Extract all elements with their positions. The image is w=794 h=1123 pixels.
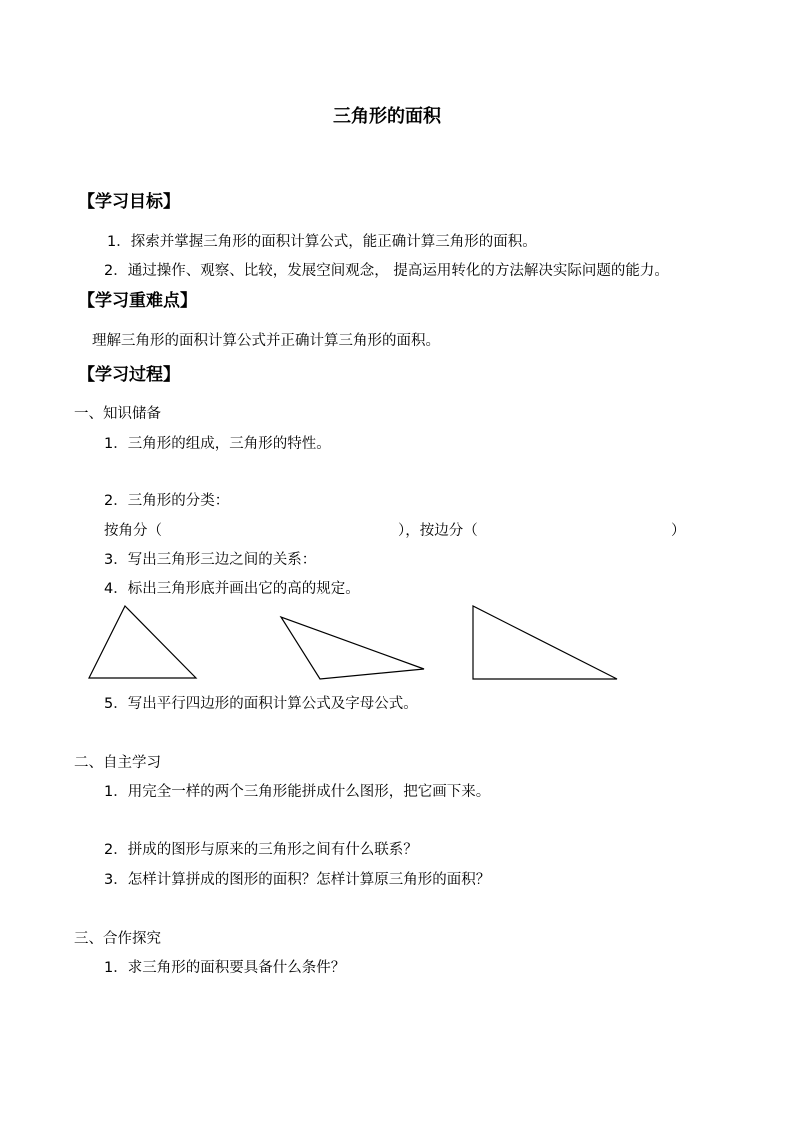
part1-item-4: 4．标出三角形底并画出它的高的规定。 xyxy=(104,581,360,597)
classify-by-angle-label: 按角分（ xyxy=(104,523,162,539)
part1-item-3: 3．写出三角形三边之间的关系： xyxy=(104,552,317,568)
obtuse-triangle xyxy=(281,617,424,679)
part3-heading: 三、合作探究 xyxy=(74,931,161,947)
part2-item-3: 3．怎样计算拼成的图形的面积？怎样计算原三角形的面积？ xyxy=(104,872,491,888)
part2-item-2: 2．拼成的图形与原来的三角形之间有什么联系？ xyxy=(104,842,418,858)
part1-heading: 一、知识储备 xyxy=(74,406,161,422)
part2-item-1: 1．用完全一样的两个三角形能拼成什么图形，把它画下来。 xyxy=(104,784,491,800)
key-points-heading: 【学习重难点】 xyxy=(78,291,197,311)
classify-end-paren: ） xyxy=(671,523,686,539)
acute-triangle xyxy=(89,606,196,678)
part1-item-2: 2．三角形的分类： xyxy=(104,493,230,509)
goals-heading: 【学习目标】 xyxy=(78,192,180,212)
part2-heading: 二、自主学习 xyxy=(74,755,161,771)
part1-item-5: 5．写出平行四边形的面积计算公式及字母公式。 xyxy=(104,696,418,712)
goal-item-2: 2．通过操作、观察、比较，发展空间观念， 提高运用转化的方法解决实际问题的能力。 xyxy=(104,263,669,279)
classify-by-side-label: ），按边分（ xyxy=(398,523,478,539)
process-heading: 【学习过程】 xyxy=(78,365,180,385)
part1-item-1: 1．三角形的组成，三角形的特性。 xyxy=(104,436,331,452)
right-triangle xyxy=(473,606,617,679)
page-title: 三角形的面积 xyxy=(333,106,441,127)
key-points-text: 理解三角形的面积计算公式并正确计算三角形的面积。 xyxy=(92,333,440,349)
goal-item-1: 1．探索并掌握三角形的面积计算公式，能正确计算三角形的面积。 xyxy=(107,234,537,250)
part3-item-1: 1．求三角形的面积要具备什么条件？ xyxy=(104,960,346,976)
